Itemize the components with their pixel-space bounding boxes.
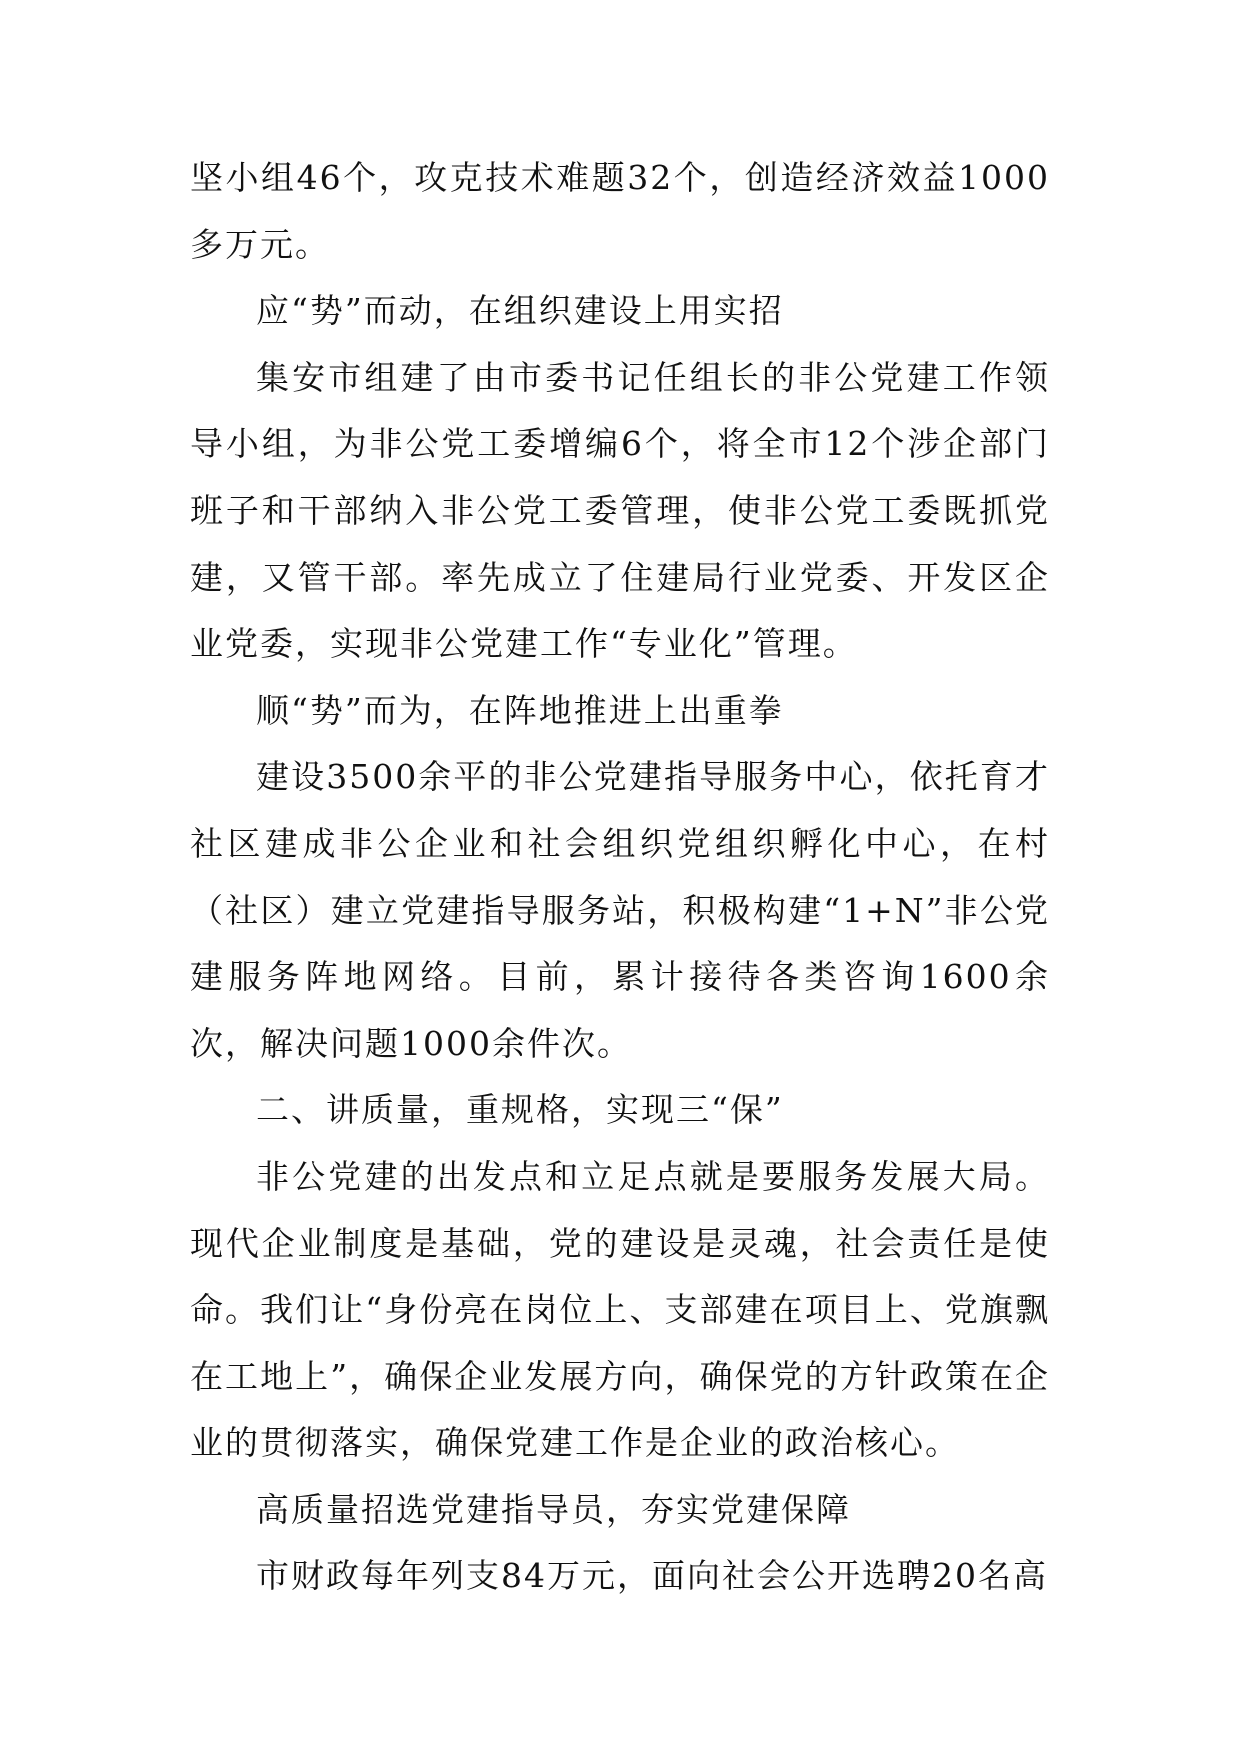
- paragraph-positions: 建设3500余平的非公党建指导服务中心，依托育才社区建成非公企业和社会组织党组织孵化中心，在村（社区）建立党建指导服务站，积极构建“1+N”非公党建服务阵地网络。目前，累计接待各类咨询1600余次，解决问题1000余件次。: [190, 757, 1050, 1063]
- paragraph-organization: 集安市组建了由市委书记任组长的非公党建工作领导小组，为非公党工委增编6个，将全市12个涉企部门班子和干部纳入非公党工委管理，使非公党工委既抓党建，又管干部。率先成立了住建局行业党委、开发区企业党委，实现非公党建工作“专业化”管理。: [190, 357, 1050, 664]
- section-heading-instructors: 高质量招选党建指导员，夯实党建保障: [256, 1489, 851, 1529]
- paragraph-quality: 非公党建的出发点和立足点就是要服务发展大局。现代企业制度是基础，党的建设是灵魂，社会责任是使命。我们让“身份亮在岗位上、支部建在项目上、党旗飘在工地上”，确保企业发展方向，确保党的方针政策在企业的贯彻落实，确保党建工作是企业的政治核心。: [190, 1156, 1050, 1463]
- chapter-heading-quality: 二、讲质量，重规格，实现三“保”: [256, 1090, 784, 1130]
- paragraph-continued: 坚小组46个，攻克技术难题32个，创造经济效益1000多万元。: [190, 158, 1050, 264]
- body-text: [190, 145, 1050, 1610]
- paragraph-instructors: 市财政每年列支84万元，面向社会公开选聘20名高: [256, 1556, 1048, 1596]
- section-heading-positions: 顺“势”而为，在阵地推进上出重拳: [256, 690, 784, 730]
- section-heading-organization: 应“势”而动，在组织建设上用实招: [256, 291, 784, 331]
